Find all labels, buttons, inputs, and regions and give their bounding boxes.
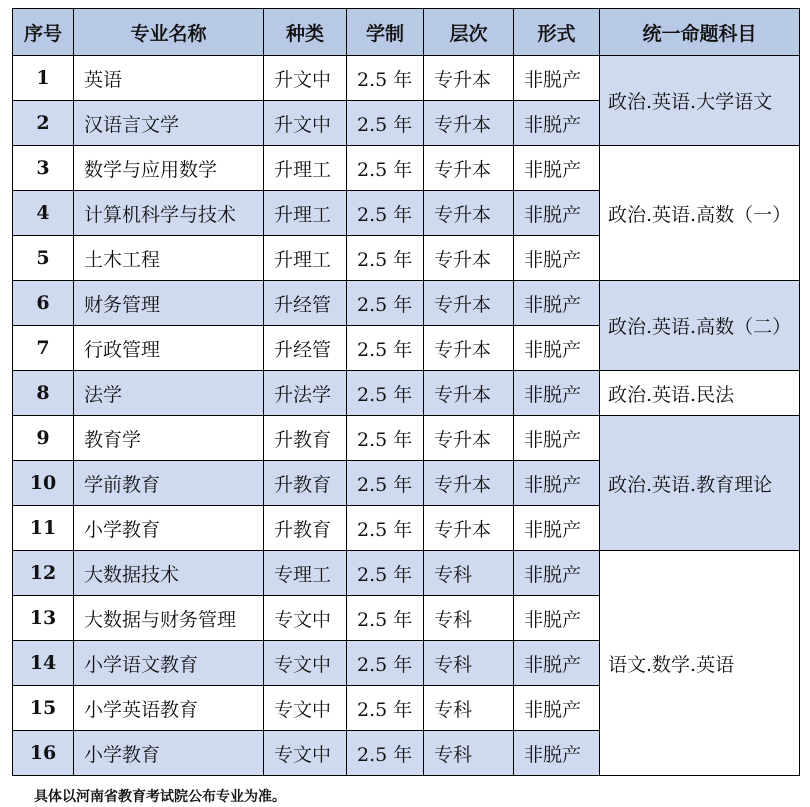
row-form: 非脱产: [514, 506, 600, 551]
row-level: 专升本: [424, 56, 514, 101]
row-type: 专文中: [264, 686, 347, 731]
row-years: 2.5 年: [347, 731, 424, 776]
row-major: 教育学: [74, 416, 264, 461]
row-level: 专升本: [424, 281, 514, 326]
row-no: 13: [13, 596, 74, 641]
row-major: 大数据与财务管理: [74, 596, 264, 641]
row-level: 专科: [424, 596, 514, 641]
subject-group: 政治.英语.民法: [600, 371, 800, 416]
header-level: 层次: [424, 9, 514, 56]
row-type: 升经管: [264, 326, 347, 371]
table-row: [13, 56, 800, 101]
header-form: 形式: [514, 9, 600, 56]
row-type: 专理工: [264, 551, 347, 596]
row-no: 8: [13, 371, 74, 416]
row-major: 数学与应用数学: [74, 146, 264, 191]
row-type: 升教育: [264, 461, 347, 506]
row-form: 非脱产: [514, 731, 600, 776]
row-no: 1: [13, 56, 74, 101]
row-no: 14: [13, 641, 74, 686]
row-level: 专科: [424, 641, 514, 686]
row-type: 专文中: [264, 596, 347, 641]
row-years: 2.5 年: [347, 326, 424, 371]
row-years: 2.5 年: [347, 416, 424, 461]
row-type: 升理工: [264, 236, 347, 281]
row-form: 非脱产: [514, 56, 600, 101]
row-years: 2.5 年: [347, 191, 424, 236]
header-row: [13, 9, 800, 56]
table-row: [13, 416, 800, 461]
row-type: 升理工: [264, 191, 347, 236]
subject-group: 政治.英语.高数（二）: [600, 281, 800, 371]
row-no: 10: [13, 461, 74, 506]
row-level: 专科: [424, 686, 514, 731]
row-major: 小学教育: [74, 506, 264, 551]
row-level: 专科: [424, 551, 514, 596]
row-years: 2.5 年: [347, 371, 424, 416]
row-years: 2.5 年: [347, 461, 424, 506]
row-no: 6: [13, 281, 74, 326]
row-type: 升文中: [264, 101, 347, 146]
row-years: 2.5 年: [347, 551, 424, 596]
row-years: 2.5 年: [347, 506, 424, 551]
row-level: 专升本: [424, 236, 514, 281]
row-major: 英语: [74, 56, 264, 101]
row-years: 2.5 年: [347, 56, 424, 101]
row-level: 专升本: [424, 101, 514, 146]
row-level: 专科: [424, 731, 514, 776]
table-row: [13, 146, 800, 191]
row-level: 专升本: [424, 416, 514, 461]
row-major: 计算机科学与技术: [74, 191, 264, 236]
row-type: 升法学: [264, 371, 347, 416]
majors-table: [12, 8, 800, 776]
header-subjects: 统一命题科目: [600, 9, 800, 56]
row-form: 非脱产: [514, 686, 600, 731]
row-form: 非脱产: [514, 461, 600, 506]
row-type: 升文中: [264, 56, 347, 101]
row-no: 11: [13, 506, 74, 551]
row-type: 专文中: [264, 731, 347, 776]
row-level: 专升本: [424, 326, 514, 371]
row-major: 行政管理: [74, 326, 264, 371]
row-level: 专升本: [424, 371, 514, 416]
row-form: 非脱产: [514, 146, 600, 191]
row-form: 非脱产: [514, 551, 600, 596]
row-years: 2.5 年: [347, 281, 424, 326]
header-no: 序号: [13, 9, 74, 56]
row-type: 升教育: [264, 416, 347, 461]
subject-group: 政治.英语.高数（一）: [600, 146, 800, 281]
row-years: 2.5 年: [347, 596, 424, 641]
row-major: 财务管理: [74, 281, 264, 326]
row-form: 非脱产: [514, 191, 600, 236]
row-major: 学前教育: [74, 461, 264, 506]
row-no: 15: [13, 686, 74, 731]
subject-group: 政治.英语.大学语文: [600, 56, 800, 146]
subject-group: 语文.数学.英语: [600, 551, 800, 776]
row-form: 非脱产: [514, 371, 600, 416]
header-type: 种类: [264, 9, 347, 56]
row-no: 12: [13, 551, 74, 596]
row-no: 9: [13, 416, 74, 461]
row-no: 7: [13, 326, 74, 371]
row-form: 非脱产: [514, 641, 600, 686]
row-major: 小学教育: [74, 731, 264, 776]
row-type: 专文中: [264, 641, 347, 686]
row-type: 升理工: [264, 146, 347, 191]
row-years: 2.5 年: [347, 146, 424, 191]
row-major: 土木工程: [74, 236, 264, 281]
table-body: [13, 56, 800, 776]
row-level: 专升本: [424, 506, 514, 551]
row-years: 2.5 年: [347, 641, 424, 686]
row-type: 升教育: [264, 506, 347, 551]
row-form: 非脱产: [514, 326, 600, 371]
table-row: [13, 371, 800, 416]
row-major: 大数据技术: [74, 551, 264, 596]
header-major: 专业名称: [74, 9, 264, 56]
row-form: 非脱产: [514, 596, 600, 641]
row-major: 汉语言文学: [74, 101, 264, 146]
row-form: 非脱产: [514, 416, 600, 461]
row-no: 2: [13, 101, 74, 146]
table-row: [13, 551, 800, 596]
row-no: 3: [13, 146, 74, 191]
row-form: 非脱产: [514, 101, 600, 146]
table-row: [13, 281, 800, 326]
subject-group: 政治.英语.教育理论: [600, 416, 800, 551]
row-no: 16: [13, 731, 74, 776]
row-no: 5: [13, 236, 74, 281]
row-major: 小学语文教育: [74, 641, 264, 686]
row-years: 2.5 年: [347, 236, 424, 281]
row-years: 2.5 年: [347, 686, 424, 731]
row-type: 升经管: [264, 281, 347, 326]
row-form: 非脱产: [514, 236, 600, 281]
row-major: 小学英语教育: [74, 686, 264, 731]
footnote: 具体以河南省教育考试院公布专业为准。: [34, 789, 286, 805]
row-major: 法学: [74, 371, 264, 416]
row-level: 专升本: [424, 461, 514, 506]
row-form: 非脱产: [514, 281, 600, 326]
row-years: 2.5 年: [347, 101, 424, 146]
header-years: 学制: [347, 9, 424, 56]
row-no: 4: [13, 191, 74, 236]
row-level: 专升本: [424, 191, 514, 236]
row-level: 专升本: [424, 146, 514, 191]
